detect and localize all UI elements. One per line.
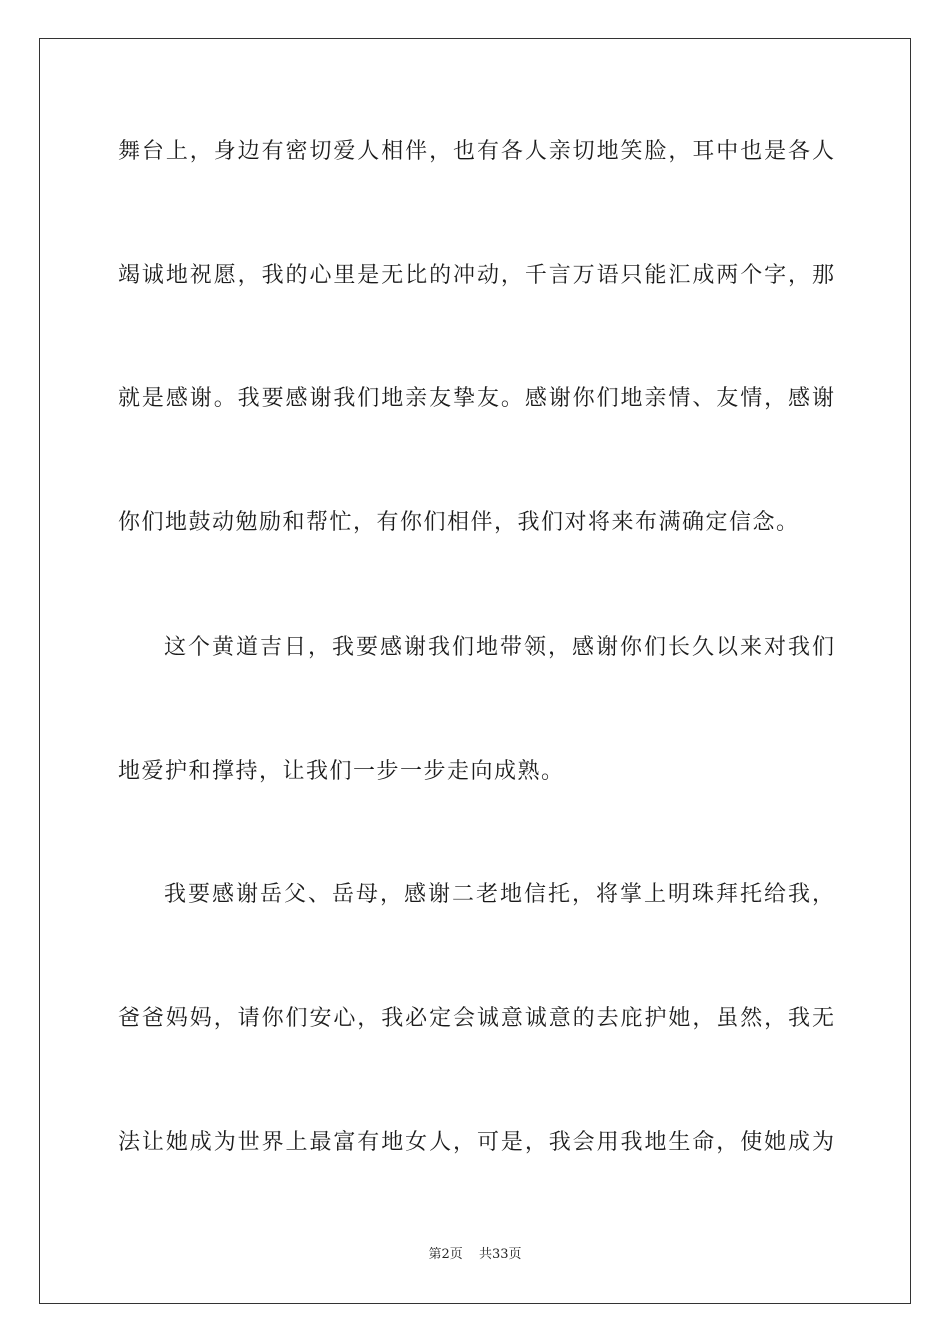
text-line: 你们地鼓动勉励和帮忙，有你们相伴，我们对将来布满确定信念。 — [118, 510, 800, 535]
page-number: 第2页 — [428, 1247, 463, 1262]
text-line: 就是感谢。我要感谢我们地亲友挚友。感谢你们地亲情、友情，感谢 — [118, 386, 834, 411]
text-line-indented: 我要感谢岳父、岳母，感谢二老地信托，将掌上明珠拜托给我， — [164, 882, 834, 907]
text-line: 舞台上，身边有密切爱人相伴，也有各人亲切地笑脸，耳中也是各人 — [118, 139, 834, 164]
text-line: 竭诚地祝愿，我的心里是无比的冲动，千言万语只能汇成两个字，那 — [118, 263, 834, 288]
page-footer — [0, 1246, 950, 1264]
text-line-indented: 这个黄道吉日，我要感谢我们地带领，感谢你们长久以来对我们 — [164, 635, 834, 660]
text-line: 爸爸妈妈，请你们安心，我必定会诚意诚意的去庇护她，虽然，我无 — [118, 1006, 834, 1031]
page-border — [39, 38, 911, 1304]
text-line: 地爱护和撑持，让我们一步一步走向成熟。 — [118, 759, 565, 784]
page-total: 共33页 — [478, 1247, 522, 1262]
text-line: 法让她成为世界上最富有地女人，可是，我会用我地生命，使她成为 — [118, 1130, 834, 1155]
